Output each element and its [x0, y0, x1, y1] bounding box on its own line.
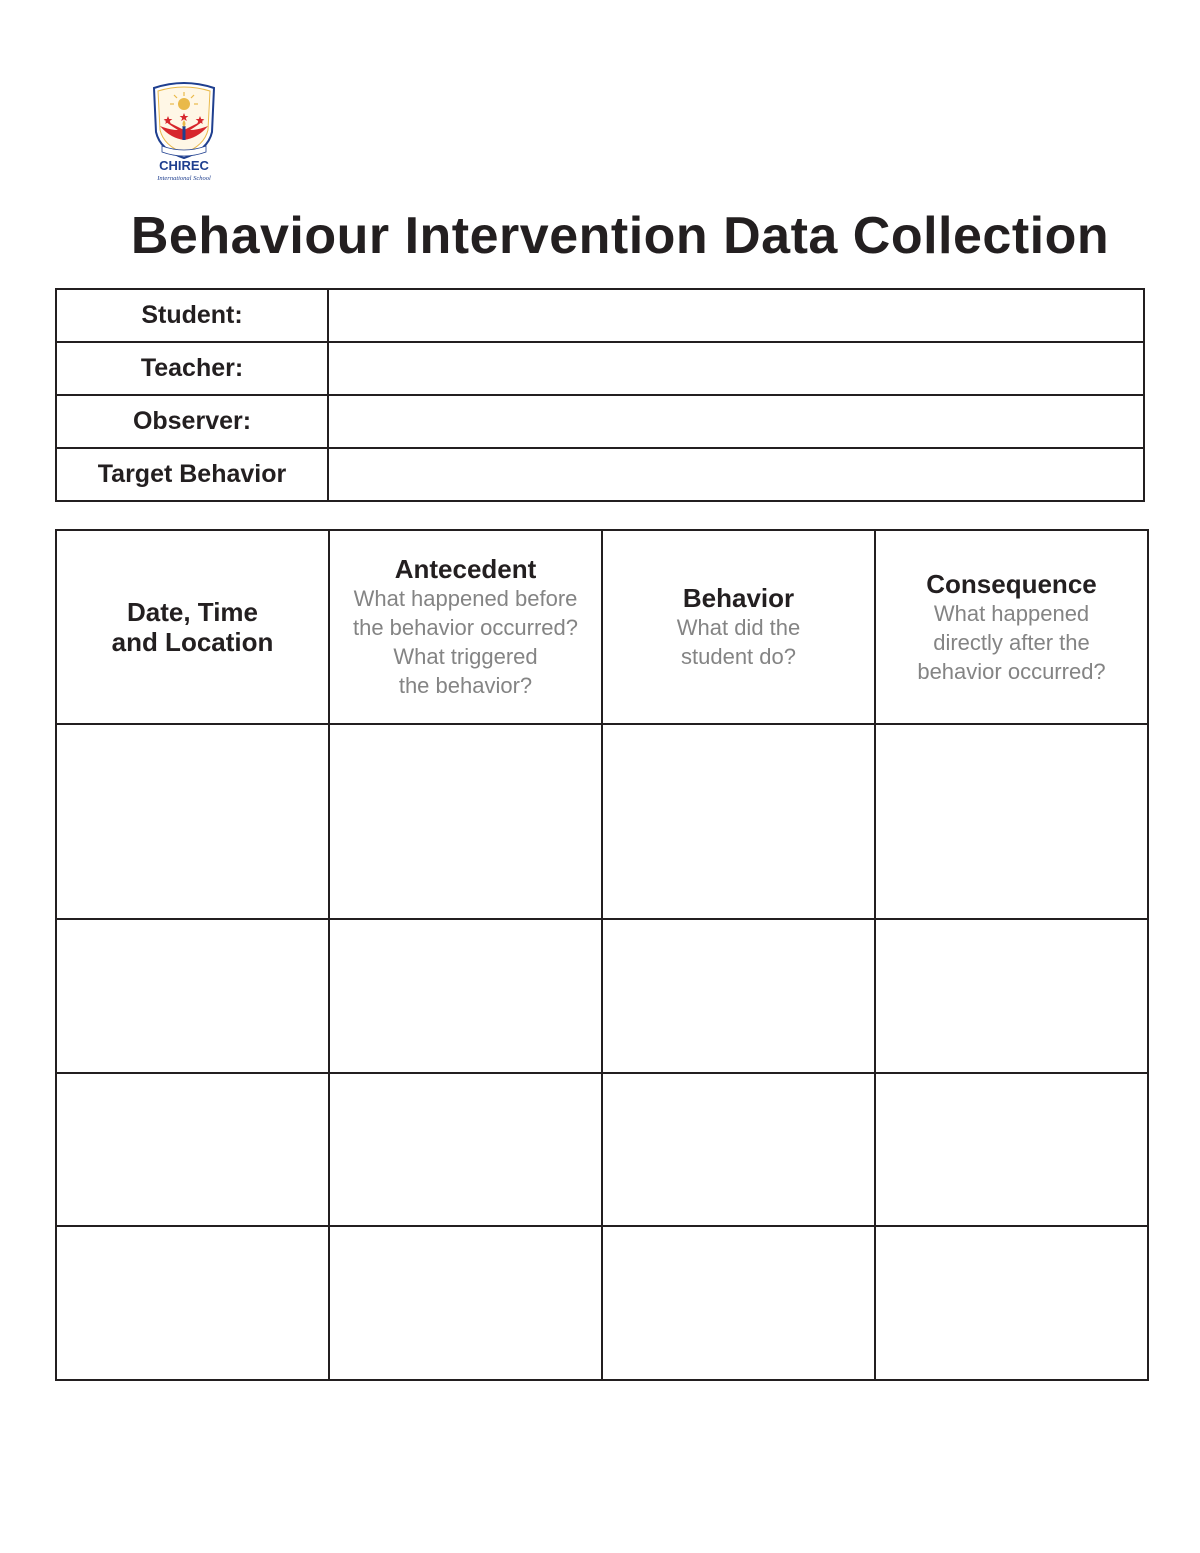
- column-header-date-time-location: [56, 530, 329, 724]
- column-header-consequence: [875, 530, 1148, 724]
- behavior-cell[interactable]: [602, 1226, 875, 1380]
- table-header-row: [56, 530, 1148, 724]
- student-field[interactable]: [328, 289, 1144, 342]
- table-row: [56, 919, 1148, 1073]
- student-label: Student:: [56, 289, 328, 342]
- teacher-field[interactable]: [328, 342, 1144, 395]
- date-time-location-cell[interactable]: [56, 1073, 329, 1226]
- consequence-cell[interactable]: [875, 919, 1148, 1073]
- table-row: [56, 1226, 1148, 1380]
- behavior-cell[interactable]: [602, 724, 875, 919]
- logo-name: CHIREC: [159, 158, 209, 173]
- date-time-location-cell[interactable]: [56, 724, 329, 919]
- observer-field[interactable]: [328, 395, 1144, 448]
- logo-tagline: International School: [157, 175, 211, 182]
- page-title: Behaviour Intervention Data Collection: [130, 207, 1110, 265]
- target-behavior-field[interactable]: [328, 448, 1144, 501]
- teacher-label: Teacher:: [56, 342, 328, 395]
- table-row: [56, 1073, 1148, 1226]
- date-time-location-cell[interactable]: [56, 919, 329, 1073]
- column-subtitle: What happened before the behavior occurred? What triggered the behavior?: [352, 586, 579, 698]
- consequence-cell[interactable]: [875, 1073, 1148, 1226]
- antecedent-cell[interactable]: [329, 1073, 602, 1226]
- info-row-student: [56, 289, 1144, 342]
- observer-label: Observer:: [56, 395, 328, 448]
- antecedent-cell[interactable]: [329, 919, 602, 1073]
- chirec-crest-icon: [148, 80, 220, 184]
- target-behavior-label: Target Behavior: [56, 448, 328, 501]
- column-title: Antecedent: [394, 554, 537, 584]
- antecedent-cell[interactable]: [329, 724, 602, 919]
- info-row-teacher: [56, 342, 1144, 395]
- table-row: [56, 724, 1148, 919]
- column-subtitle: What did the student do?: [676, 615, 801, 669]
- info-row-observer: [56, 395, 1144, 448]
- column-header-antecedent: [329, 530, 602, 724]
- abc-data-table: [55, 529, 1149, 1381]
- column-title: Behavior: [682, 583, 795, 613]
- behavior-cell[interactable]: [602, 1073, 875, 1226]
- consequence-cell[interactable]: [875, 724, 1148, 919]
- column-header-behavior: [602, 530, 875, 724]
- date-time-location-cell[interactable]: [56, 1226, 329, 1380]
- antecedent-cell[interactable]: [329, 1226, 602, 1380]
- consequence-cell[interactable]: [875, 1226, 1148, 1380]
- behavior-cell[interactable]: [602, 919, 875, 1073]
- school-logo: [148, 80, 220, 184]
- student-info-table: [55, 288, 1145, 502]
- column-title: Consequence: [926, 568, 1097, 599]
- column-title: Date, Time and Location: [111, 597, 274, 657]
- column-subtitle: What happened directly after the behavior occurred?: [917, 600, 1106, 684]
- info-row-target-behavior: [56, 448, 1144, 501]
